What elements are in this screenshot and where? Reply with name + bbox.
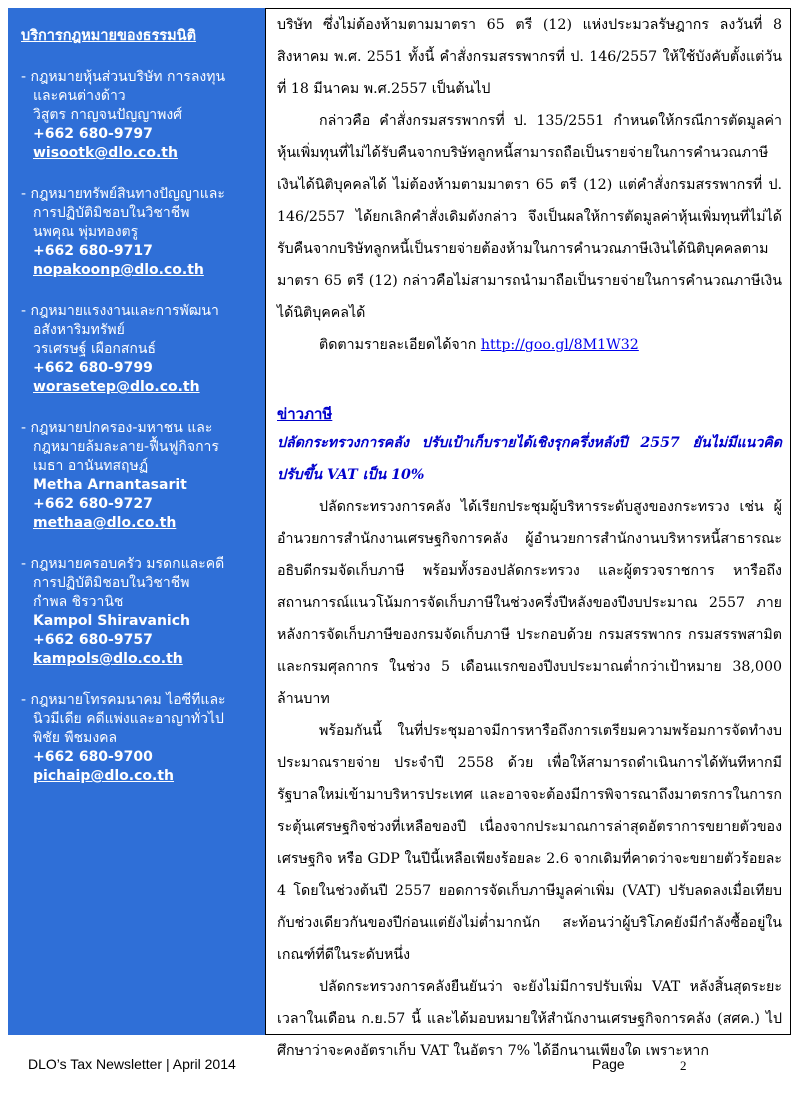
contact-area-line: - กฎหมายทรัพย์สินทางปัญญาและ	[21, 186, 225, 202]
article-paragraph: พร้อมกันนี้ ในที่ประชุมอาจมีการหารือถึงการเตรียมความพร้อมการจัดทำงบประมาณรายจ่าย ประจำปี 2558 ด้วย เพื่อให้สามารถดำเนินการได้ทันทีหากมีรัฐบาลใหม่เข้ามาบริหารประเทศ และอาจจะต้องมีการพิจารณาถึงมาตรการในการกระตุ้นเศรษฐกิจช่วงที่เหลือของปี เนื่องจากประมาณการล่าสุดอัตราการขยายตัวของเศรษฐกิจ หรือ GDP ในปีนี้เหลือเพียงร้อยละ 2.6 จากเดิมที่คาดว่าจะขยายตัวร้อยละ 4 โดยในช่วงต้นปี 2557 ยอดการจัดเก็บภาษีมูลค่าเพิ่ม (VAT) ปรับลดลงเมื่อเทียบกับช่วงเดียวกันของปีก่อนแต่ยังไม่ต่ำมากนัก สะท้อนว่าผู้บริโภคยังมีกำลังซื้ออยู่ในเกณฑ์ที่ดีในระดับหนึ่ง	[277, 723, 782, 963]
contact-email-link[interactable]: methaa@dlo.co.th	[33, 515, 177, 531]
contact-area-line: - กฎหมายครอบครัว มรดกและคดี	[21, 556, 225, 572]
sidebar-title: บริการกฎหมายของธรรมนิติ	[21, 28, 196, 44]
article-column	[277, 9, 782, 1067]
contact-phone: +662 680-9757	[33, 632, 153, 648]
contact-email-link[interactable]: worasetep@dlo.co.th	[33, 379, 200, 395]
contact-block	[21, 302, 257, 397]
contact-phone: +662 680-9700	[33, 749, 153, 765]
contact-area-line: นิวมีเดีย คดีแพ่งและอาญาทั่วไป	[33, 711, 224, 727]
source-prefix: ติดตามรายละเอียดได้จาก	[319, 337, 481, 353]
contact-area-line: การปฏิบัติมิชอบในวิชาชีพ	[33, 575, 190, 591]
sidebar-contacts	[8, 8, 266, 1035]
source-link[interactable]: http://goo.gl/8M1W32	[480, 337, 639, 353]
contact-name: เมธา อานันทสฤษฏ์	[33, 458, 149, 474]
contact-phone: +662 680-9799	[33, 360, 153, 376]
contact-name: นพคุณ พุ่มทองตรู	[33, 224, 139, 240]
article-paragraph: บริษัท ซึ่งไม่ต้องห้ามตามมาตรา 65 ตรี (12) แห่งประมวลรัษฎากร ลงวันที่ 8 สิงหาคม พ.ศ. 2551 ทั้งนี้ คำสั่งกรมสรรพากรที่ ป. 146/2557 ให้ใช้บังคับตั้งแต่วันที่ 18 มีนาคม พ.ศ.2557 เป็นต้นไป	[277, 17, 782, 97]
contact-name: กำพล ชิรวานิช	[33, 594, 124, 610]
footer-page-label: Page	[592, 1056, 625, 1072]
contact-area-line: อสังหาริมทรัพย์	[33, 322, 125, 338]
contact-name: วิสูตร กาญจนปัญญาพงศ์	[33, 107, 183, 123]
contact-name-en: Kampol Shiravanich	[33, 613, 191, 629]
contact-block	[21, 419, 257, 533]
contact-name-en: Metha Arnantasarit	[33, 477, 187, 493]
contact-area-line: - กฎหมายแรงงานและการพัฒนา	[21, 303, 219, 319]
contact-area-line: - กฎหมายโทรคมนาคม ไอซีทีและ	[21, 692, 226, 708]
contact-area-line: - กฎหมายปกครอง-มหาชน และ	[21, 420, 213, 436]
contact-name: พิชัย พืชมงคล	[33, 730, 118, 746]
contact-phone: +662 680-9727	[33, 496, 153, 512]
footer-newsletter-label: DLO’s Tax Newsletter | April 2014	[28, 1056, 236, 1072]
contact-email-link[interactable]: nopakoonp@dlo.co.th	[33, 262, 204, 278]
contact-block	[21, 555, 257, 669]
source-line	[277, 329, 782, 361]
contact-name: วรเศรษฐ์ เผือกสกนธ์	[33, 341, 156, 357]
news-headline: ปลัดกระทรวงการคลัง ปรับเป้าเก็บรายได้เชิงรุกครึ่งหลังปี 2557 ยันไม่มีแนวคิดปรับขึ้น VAT เป็น 10%	[277, 435, 782, 483]
article-paragraph: ปลัดกระทรวงการคลังยืนยันว่า จะยังไม่มีการปรับเพิ่ม VAT หลังสิ้นสุดระยะเวลาในเดือน ก.ย.57 นี้ และได้มอบหมายให้สำนักงานเศรษฐกิจการคลัง (สศค.) ไปศึกษาว่าจะคงอัตราเก็บ VAT ในอัตรา 7% ได้อีกนานเพียงใด เพราะหาก	[277, 979, 782, 1059]
news-section-heading: ข่าวภาษี	[277, 405, 333, 423]
footer-page-number: 2	[680, 1058, 687, 1073]
contact-block	[21, 185, 257, 280]
contact-area-line: กฎหมายล้มละลาย-ฟื้นฟูกิจการ	[33, 439, 219, 455]
contact-block	[21, 691, 257, 786]
contact-phone: +662 680-9717	[33, 243, 153, 259]
contact-email-link[interactable]: kampols@dlo.co.th	[33, 651, 183, 667]
contact-area-line: การปฏิบัติมิชอบในวิชาชีพ	[33, 205, 190, 221]
article-paragraph: ปลัดกระทรวงการคลัง ได้เรียกประชุมผู้บริหารระดับสูงของกระทรวง เช่น ผู้อำนวยการสำนักงานเศรษฐกิจการคลัง ผู้อำนวยการสำนักงานบริหารหนี้สาธารณะ อธิบดีกรมจัดเก็บภาษี พร้อมทั้งรองปลัดกระทรวง และผู้ตรวจราชการ หารือถึงสถานการณ์แนวโน้มการจัดเก็บภาษีในช่วงครึ่งปีหลังของปีงบประมาณ 2557 ภายหลังการจัดเก็บภาษีของกรมจัดเก็บภาษี ประกอบด้วย กรมสรรพากร กรมสรรพสามิต และกรมศุลกากร ในช่วง 5 เดือนแรกของปีงบประมาณต่ำกว่าเป้าหมาย 38,000 ล้านบาท	[277, 499, 782, 707]
contact-area-line: - กฎหมายหุ้นส่วนบริษัท การลงทุน	[21, 69, 226, 85]
contact-phone: +662 680-9797	[33, 126, 153, 142]
contact-email-link[interactable]: wisootk@dlo.co.th	[33, 145, 178, 161]
contact-email-link[interactable]: pichaip@dlo.co.th	[33, 768, 175, 784]
contact-area-line: และคนต่างด้าว	[33, 88, 126, 104]
contact-block	[21, 68, 257, 163]
article-paragraph: กล่าวคือ คำสั่งกรมสรรพากรที่ ป. 135/2551 กำหนดให้กรณีการตัดมูลค่าหุ้นเพิ่มทุนที่ไม่ได้รับคืนจากบริษัทลูกหนี้สามารถถือเป็นรายจ่ายในการคำนวณภาษีเงินได้นิติบุคคลได้ ไม่ต้องห้ามตามมาตรา 65 ตรี (12) แต่คำสั่งกรมสรรพากรที่ ป. 146/2557 ได้ยกเลิกคำสั่งเดิมดังกล่าว จึงเป็นผลให้การตัดมูลค่าหุ้นเพิ่มทุนที่ไม่ได้รับคืนจากบริษัทลูกหนี้เป็นรายจ่ายต้องห้ามในการคำนวณภาษีเงินได้นิติบุคคลตามมาตรา 65 ตรี (12) กล่าวคือไม่สามารถนำมาถือเป็นรายจ่ายในการคำนวณภาษีเงินได้นิติบุคคลได้	[277, 113, 782, 321]
